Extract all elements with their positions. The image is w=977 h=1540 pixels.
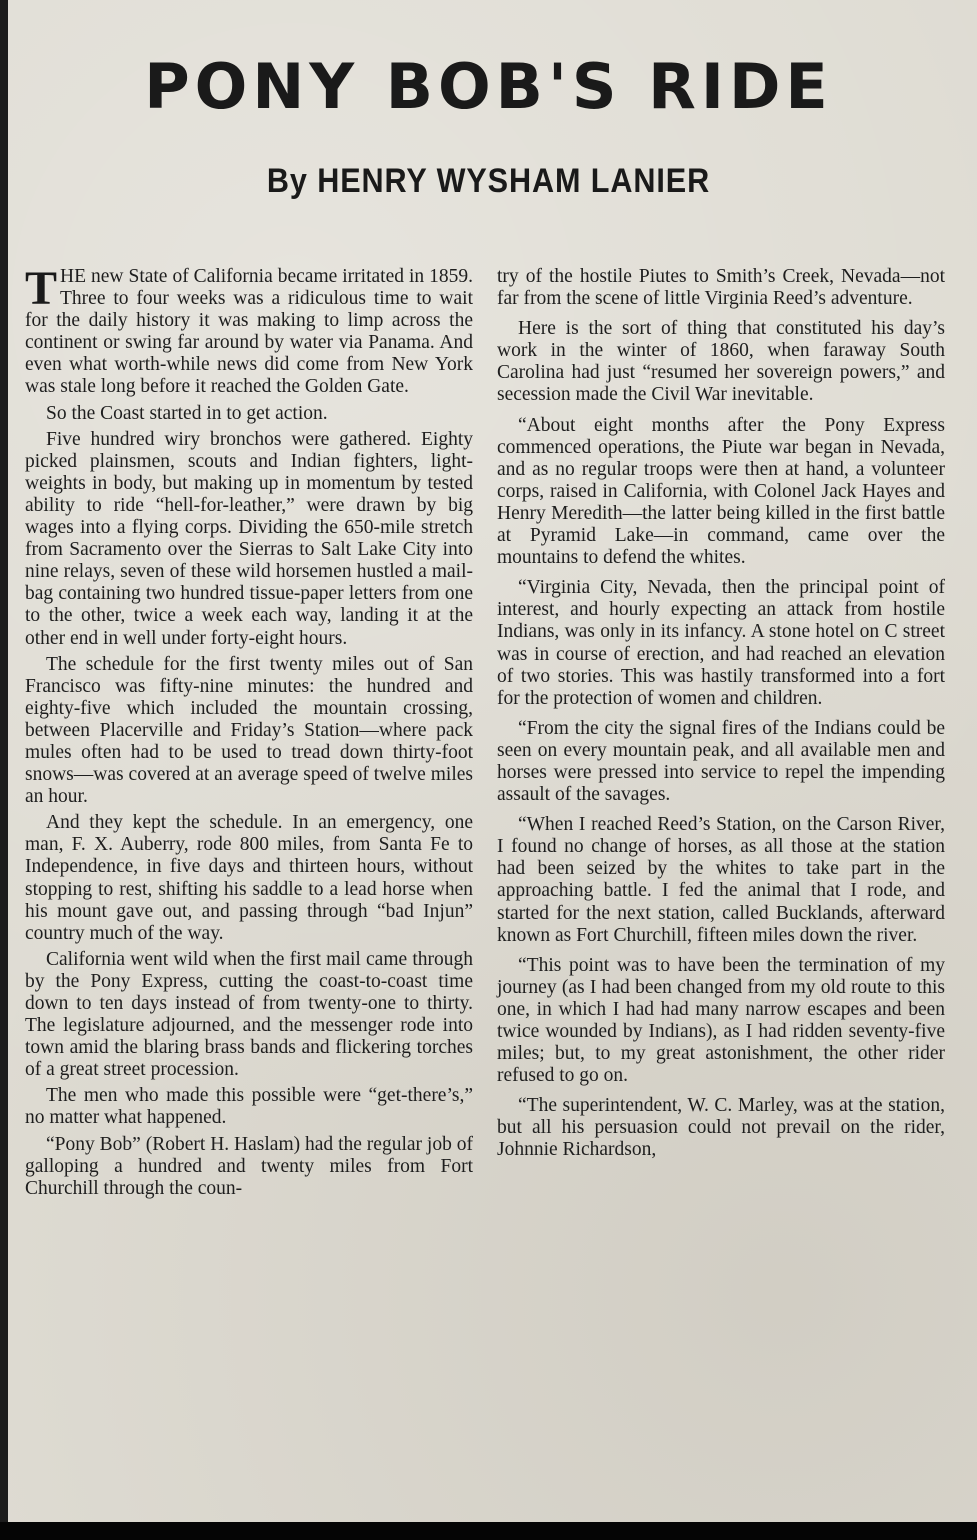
drop-cap: T: [25, 262, 58, 315]
article-title: PONY BOB'S RIDE: [144, 50, 833, 123]
right-column: [497, 266, 945, 1170]
paragraph: California went wild when the first mail came through by the Pony Express, cutting the coast-to-coast time down to ten days instead of from twenty-one to thirty. The legislature adjourned, and the messenger rode into town amid the blaring brass bands and flickering torches of a great street procession.: [25, 948, 473, 1081]
paragraph: “From the city the signal fires of the Indians could be seen on every mountain peak, and all available men and horses were pressed into service to repel the impending assault of the savages.: [497, 717, 945, 806]
paragraph: “About eight months after the Pony Express commenced operations, the Piute war began in Nevada, and as no regular troops were then at hand, a volunteer corps, raised in California, with Colonel Jack Hayes and Henry Meredith—the latter being killed in the first battle at Pyramid Lake—in command, came over the mountains to defend the whites.: [497, 414, 945, 569]
paragraph: So the Coast started in to get action.: [46, 402, 328, 424]
paragraph: The schedule for the first twenty miles out of San Francisco was fifty-nine minutes: the hundred and eighty-five which included the mountain crossing, between Placerville and Friday’s Station—where pack mules often had to be used to tread down thirty-foot snows—was covered at an average speed of twelve miles an hour.: [25, 653, 473, 808]
paragraph: “When I reached Reed’s Station, on the Carson River, I found no change of horses, as all those at the station had been seized by the whites to take part in the approaching battle. I fed the animal that I rode, and started for the next station, called Bucklands, afterward known as Fort Churchill, fifteen miles down the river.: [497, 814, 945, 946]
paragraph: And they kept the schedule. In an emergency, one man, F. X. Auberry, rode 800 miles, from Santa Fe to Independence, in five days and thirteen hours, without stopping to rest, shifting his saddle to a lead horse when his mount gave out, and passing through “bad Injun” country much of the way.: [25, 812, 473, 944]
paragraph: “The superintendent, W. C. Marley, was at the station, but all his persuasion could not prevail on the rider, Johnnie Richardson,: [497, 1095, 945, 1161]
paragraph: “Pony Bob” (Robert H. Haslam) had the regular job of galloping a hundred and twenty miles from Fort Churchill through the coun-: [25, 1133, 473, 1199]
paragraph: [25, 262, 473, 399]
article-byline: By HENRY WYSHAM LANIER: [266, 162, 711, 200]
page-edge-shadow: [0, 0, 8, 1522]
scan-bottom-border: [0, 1522, 977, 1540]
paragraph-text: HE new State of California became irritated in 1859. Three to four weeks was a ridiculous time to wait for the daily history it was making to limp across the continent or swing far around by water via Panama. And even what worth-while news did come from New York was stale long before it reached the Golden Gate.: [25, 266, 473, 398]
paragraph: Here is the sort of thing that constituted his day’s work in the winter of 1860, when faraway South Carolina had just “resumed her sovereign powers,” and secession made the Civil War inevitable.: [497, 318, 945, 406]
paragraph-continued: try of the hostile Piutes to Smith’s Creek, Nevada—not far from the scene of little Virginia Reed’s adventure.: [497, 266, 945, 310]
paragraph: “Virginia City, Nevada, then the principal point of interest, and hourly expecting an attack from hostile Indians, was only in its infancy. A stone hotel on C street was in course of erection, and had reached an elevation of two stories. This was hastily transformed into a fort for the protection of women and children.: [497, 577, 945, 709]
paragraph: Five hundred wiry bronchos were gathered. Eighty picked plainsmen, scouts and Indian fighters, light-weights in body, but making up in momentum by tested ability to ride “hell-for-leather,” were drawn by big wages into a flying corps. Dividing the 650-mile stretch from Sacramento over the Sierras to Salt Lake City into nine relays, seven of these wild horsemen hustled a mail-bag containing two hundred tissue-paper letters from one to the other, twice a week each way, landing it at the other end in well under forty-eight hours.: [25, 428, 473, 649]
paragraph: The men who made this possible were “get-there’s,” no matter what happened.: [25, 1085, 473, 1129]
left-column: [25, 262, 473, 1204]
paragraph: “This point was to have been the termination of my journey (as I had been changed from my old route to this one, in which I had had many narrow escapes and been twice wounded by Indians), as I had ridden seventy-five miles; but, to my great astonishment, the other rider refused to go on.: [497, 954, 945, 1087]
